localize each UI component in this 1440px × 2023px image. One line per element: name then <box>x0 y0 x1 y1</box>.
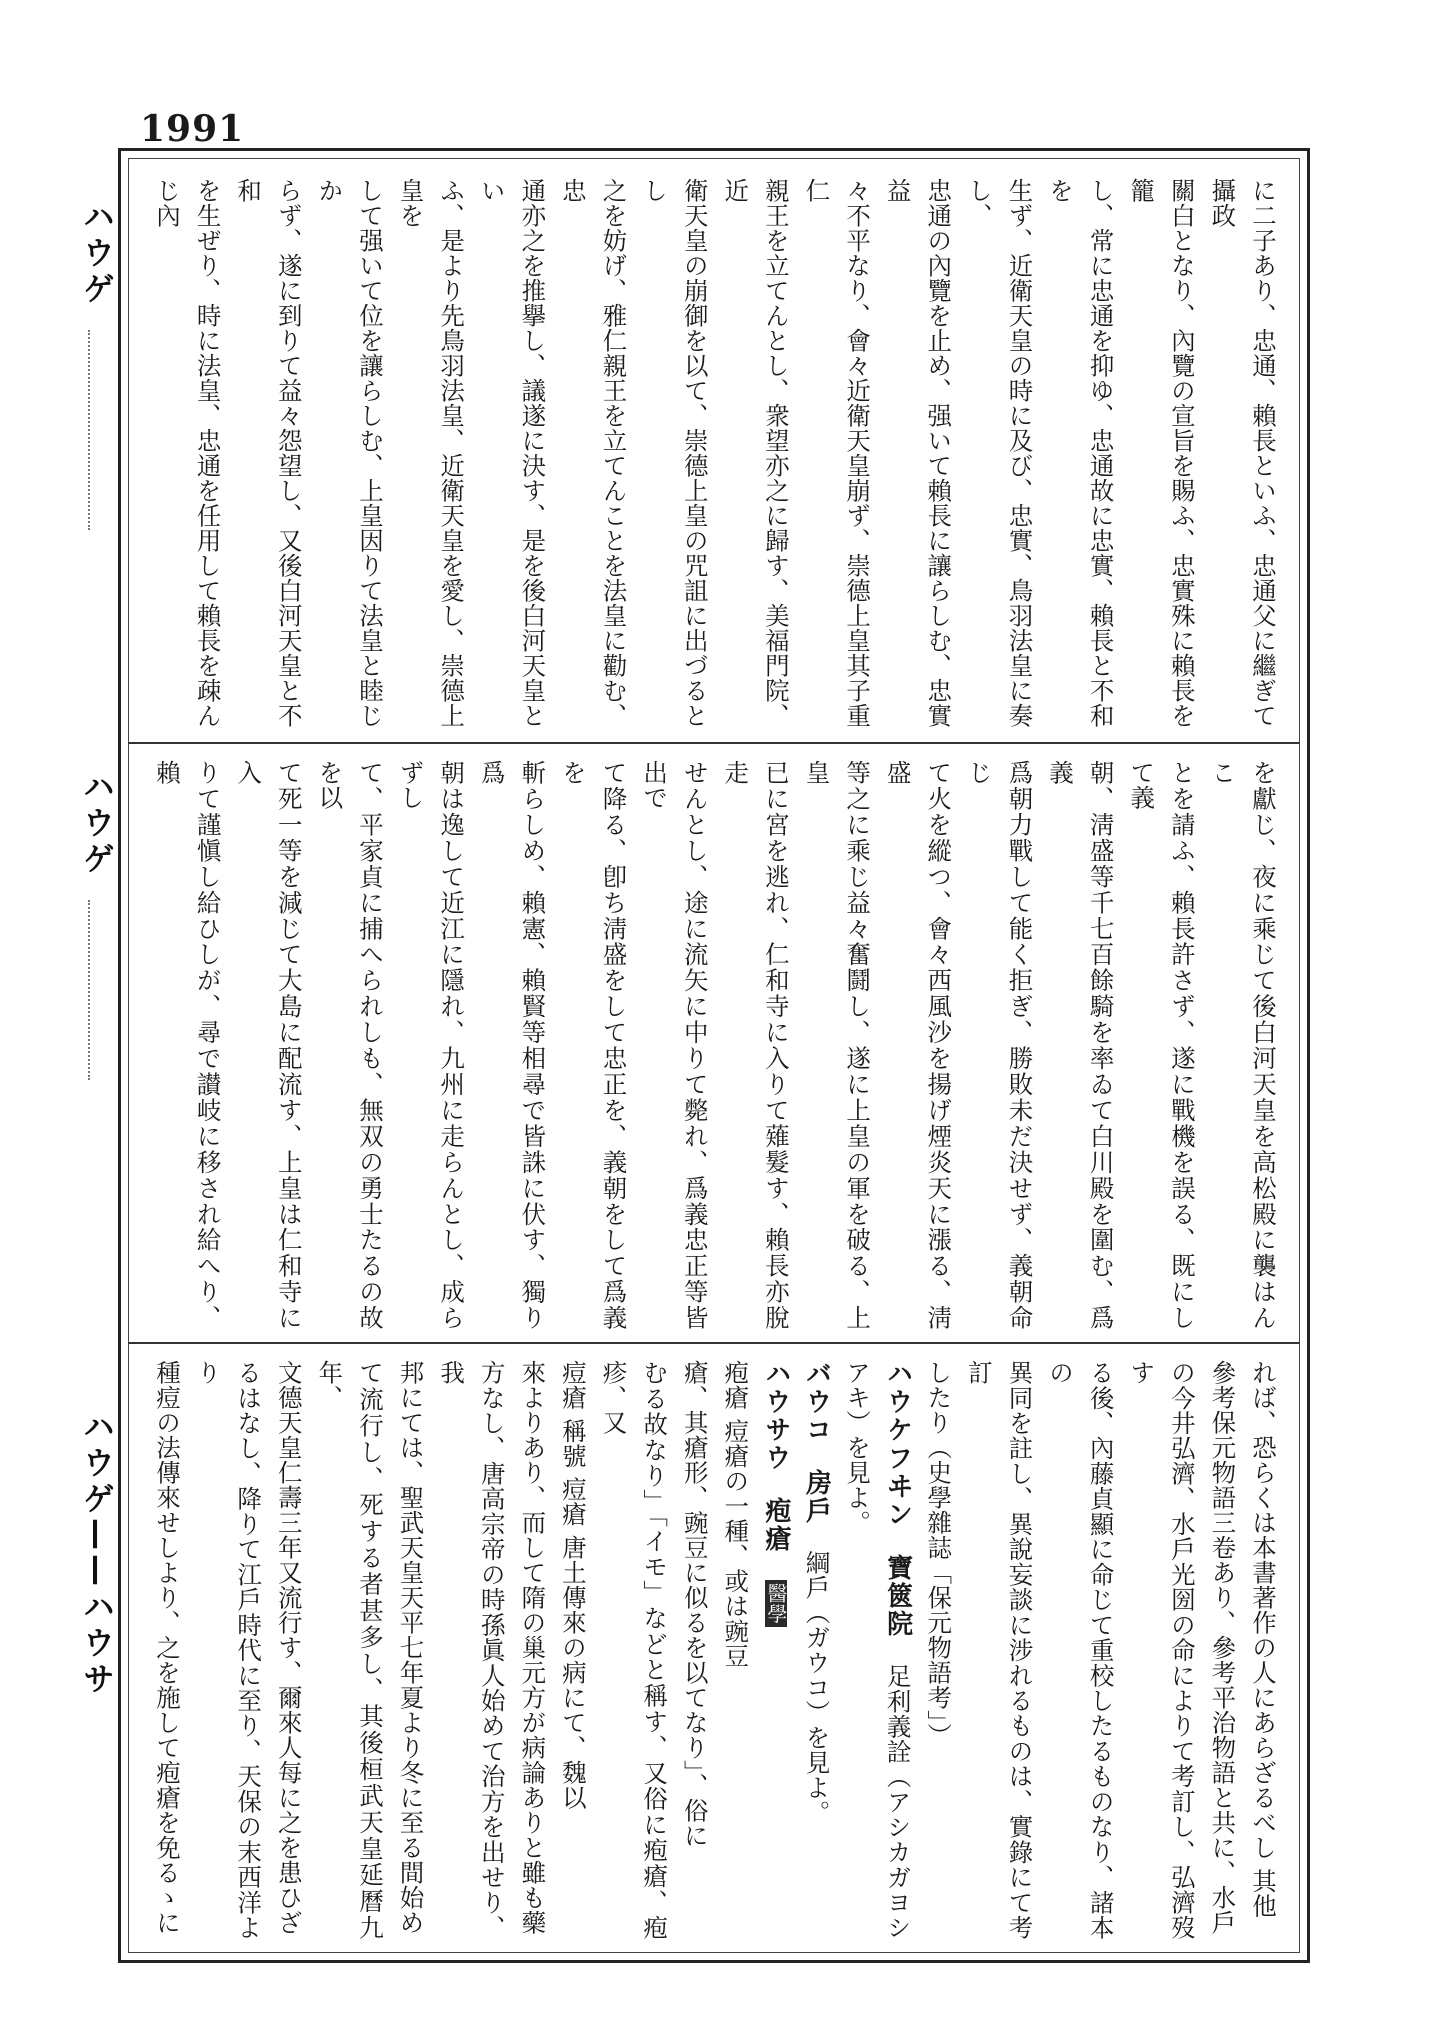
entry-text: 足利義詮（アシカガヨシアキ）を見よ。 <box>843 1360 913 1940</box>
text-column: 種痘の法傳來せしより、之を施して疱瘡を免るゝに <box>152 1360 182 1935</box>
page-number: 1991 <box>140 108 245 150</box>
running-head-dots <box>88 900 96 1080</box>
text-column: 朝は逸して近江に隱れ、九州に走らんとし、成らずし <box>396 760 467 1330</box>
entry-heading-kanji: 疱瘡 <box>760 1497 791 1553</box>
text-column: るはなし、降りて江戶時代に至り、天保の末西洋より <box>193 1360 264 1940</box>
text-column: 之を妨げ、雅仁親王を立てんことを法皇に勸む、忠 <box>558 178 629 728</box>
text-column: 生ず、近衛天皇の時に及び、忠實、鳥羽法皇に奏し、 <box>964 178 1035 728</box>
text-column: 衛天皇の崩御を以て、崇德上皇の咒詛に出づるとし <box>640 178 710 728</box>
text-column: の今井弘濟、水戶光圀の命によりて考訂し、弘濟歿す <box>1127 1360 1197 1940</box>
entry-heading: バウコ <box>801 1360 832 1444</box>
text-column: し、常に忠通を抑ゆ、忠通故に忠實、賴長と不和を <box>1046 178 1116 728</box>
entry-row <box>755 1360 796 1940</box>
text-column: 々不平なり、會々近衛天皇崩ず、崇德上皇其子重仁 <box>802 178 873 728</box>
text-column: したり（史學雜誌「保元物語考」） <box>924 1360 954 1748</box>
text-column: して强いて位を讓らしむ、上皇因りて法皇と睦じか <box>315 178 385 728</box>
running-head-bottom: ハウゲ——ハウサ <box>78 1410 116 1698</box>
text-column: 邦にては、聖武天皇天平七年夏より冬に至る間始め <box>396 1360 426 1935</box>
text-column: 忠通の內覽を止め、强いて賴長に讓らしむ、忠實益 <box>883 178 954 728</box>
entry-row <box>796 1360 837 1940</box>
text-block <box>148 1360 1283 1940</box>
text-column: 瘡、其瘡形、豌豆に似るを以てなり」、俗に <box>680 1360 710 1848</box>
entry-row <box>836 1360 917 1940</box>
text-column: て、平家貞に捕へられしも、無双の勇士たるの故を以 <box>315 760 385 1330</box>
entry-heading: ハウサウ <box>760 1360 791 1472</box>
text-column: らず、遂に到りて益々怨望し、又後白河天皇と不和 <box>234 178 304 728</box>
section-divider <box>128 1342 1300 1344</box>
text-column: とを請ふ、賴長許さず、遂に戰機を誤る、既にして義 <box>1127 760 1197 1330</box>
entry-heading: ハウケフヰン <box>882 1360 913 1529</box>
text-block <box>148 178 1283 728</box>
entry-heading-kanji: 房戶 <box>801 1469 832 1525</box>
section-hoko-entries <box>148 1360 1283 1940</box>
running-head-middle: ハウゲ <box>78 770 116 878</box>
text-column: て火を縱つ、會々西風沙を揚げ煙炎天に漲る、淸盛 <box>883 760 954 1330</box>
text-block <box>148 760 1283 1330</box>
text-column: 參考保元物語三卷あり、參考平治物語と共に、水戶 <box>1208 1360 1238 1935</box>
section-hogen-monogatari <box>148 760 1283 1330</box>
text-column: 朝、淸盛等千七百餘騎を率ゐて白川殿を圍む、爲義 <box>1046 760 1116 1330</box>
text-column: 文德天皇仁壽三年又流行す、爾來人每に之を患ひざ <box>274 1360 304 1935</box>
text-column: て流行し、死する者甚多し、其後桓武天皇延曆九年、 <box>315 1360 385 1940</box>
text-column: せんとし、途に流矢に中りて斃れ、爲義忠正等皆出で <box>640 760 710 1330</box>
text-column: 方なし、唐高宗帝の時孫眞人始めて治方を出せり、我 <box>437 1360 507 1940</box>
text-column: に二子あり、忠通、賴長といふ、忠通父に繼ぎて攝政 <box>1208 178 1278 728</box>
entry-heading-kanji: 寶篋院 <box>882 1554 913 1639</box>
text-column: 痘瘡 稱號 痘瘡 唐土傳來の病にて、魏以 <box>558 1360 588 1810</box>
text-column: ふ、是より先鳥羽法皇、近衛天皇を愛し、崇德上皇を <box>396 178 467 728</box>
text-column: て死一等を減じて大島に配流す、上皇は仁和寺に入 <box>234 760 304 1330</box>
text-column: 來よりあり、而して隋の巢元方が病論ありと雖も藥 <box>518 1360 548 1935</box>
text-column: 異同を註し、異說妄談に涉れるものは、實錄にて考訂 <box>964 1360 1035 1940</box>
text-column: 通亦之を推擧し、議遂に決す、是を後白河天皇とい <box>477 178 548 728</box>
category-tag: 醫學 <box>765 1580 787 1627</box>
text-column: れば、恐らくは本書著作の人にあらざるべし 其他 <box>1249 1360 1278 1919</box>
text-column: むる故なり」「イモ」などと稱す、又俗に疱瘡、疱疹、又 <box>599 1360 670 1940</box>
text-column: る後、內藤貞顯に命じて重校したるものなり、諸本の <box>1046 1360 1116 1940</box>
text-column: りて謹愼し給ひしが、尋で讃岐に移され給へり、賴 <box>152 760 223 1330</box>
text-column: 親王を立てんとし、衆望亦之に歸す、美福門院、近 <box>721 178 791 728</box>
text-column: 斬らしめ、賴憲、賴賢等相尋で皆誅に伏す、獨り爲 <box>477 760 548 1330</box>
section-hogen-rebellion-continued <box>148 178 1283 728</box>
text-column: を獻じ、夜に乘じて後白河天皇を高松殿に襲はんこ <box>1208 760 1278 1330</box>
text-column: 疱瘡 痘瘡の一種、或は豌豆 <box>721 1360 751 1669</box>
running-head-top: ハウゲ <box>78 200 116 308</box>
text-column: 爲朝力戰して能く拒ぎ、勝敗未だ決せず、義朝命じ <box>964 760 1035 1330</box>
running-head-dots <box>88 330 96 530</box>
section-divider <box>128 742 1300 744</box>
entry-text: 綱戶（ガウコ）を見よ。 <box>802 1550 832 1825</box>
text-column: 等之に乘じ益々奮鬪し、遂に上皇の軍を破る、上皇 <box>802 760 873 1330</box>
text-column: て降る、卽ち淸盛をして忠正を、義朝をして爲義を <box>558 760 629 1330</box>
text-column: 關白となり、內覽の宣旨を賜ふ、忠實殊に賴長を籠 <box>1127 178 1197 728</box>
text-column: を生ぜり、時に法皇、忠通を任用して賴長を疎んじ內 <box>152 178 223 728</box>
text-column: 已に宮を逃れ、仁和寺に入りて薙髮す、賴長亦脫走 <box>721 760 791 1330</box>
